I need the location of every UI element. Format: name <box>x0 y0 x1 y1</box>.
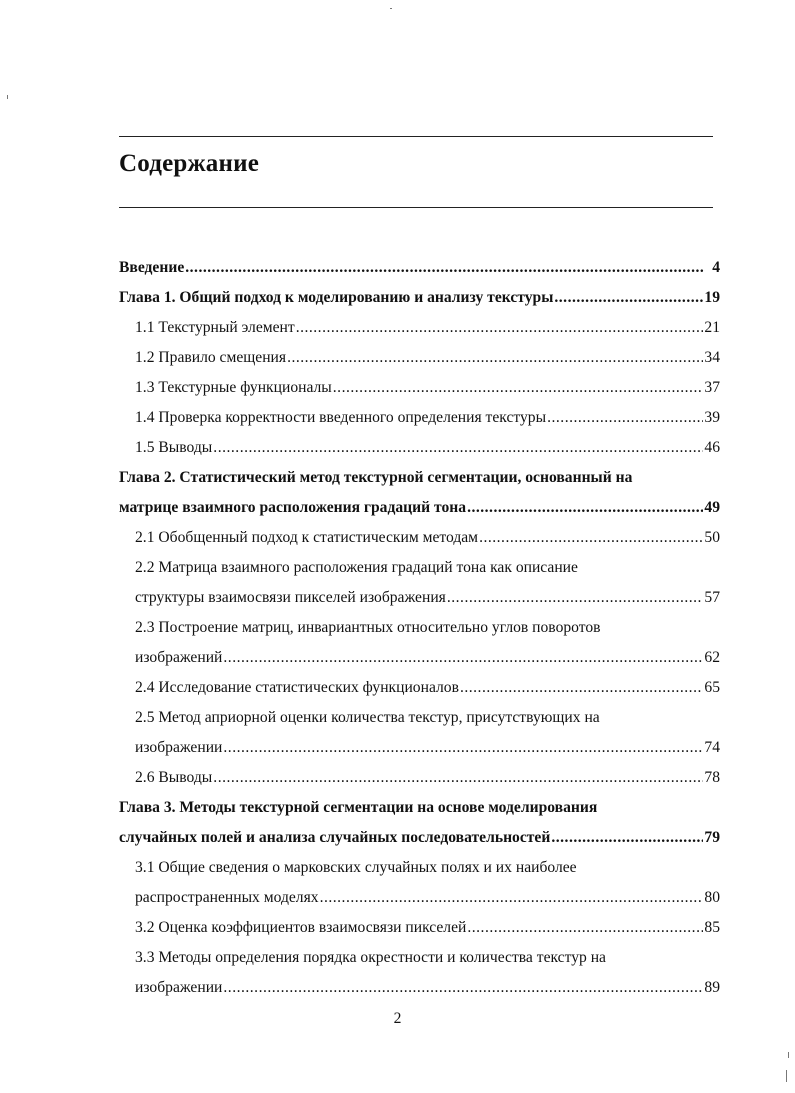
header-bottom-rule <box>119 207 713 208</box>
toc-page-number: 34 <box>704 349 720 366</box>
toc-entry-label: 2.6 Выводы <box>135 769 213 786</box>
toc-entry-label: Глава 2. Статистический метод текстурной сегментации, основанный на <box>119 469 633 486</box>
leader-dots <box>296 313 704 343</box>
toc-entry-3-1[interactable] <box>135 883 720 913</box>
toc-entry-3-1-line1[interactable] <box>135 853 720 883</box>
toc-entry-3-3-line1[interactable] <box>135 943 720 973</box>
leader-dots <box>447 583 704 613</box>
toc-entry-label: изображении <box>135 739 223 756</box>
leader-dots <box>547 403 703 433</box>
toc-entry-chapter-3[interactable] <box>119 823 720 853</box>
toc-page-number: 21 <box>704 319 720 336</box>
scan-speck <box>390 8 392 9</box>
toc-entry-label: изображений <box>135 649 223 666</box>
leader-dots <box>287 343 703 373</box>
toc-entry-label: 2.1 Обобщенный подход к статистическим методам <box>135 529 479 546</box>
toc-entry-1-4[interactable] <box>135 403 720 433</box>
toc-page-number: 65 <box>704 679 720 696</box>
toc-page-number: 80 <box>704 889 720 906</box>
toc-page-number: 4 <box>712 259 720 276</box>
toc-entry-chapter-2-line1[interactable] <box>119 463 720 493</box>
toc-entry-2-5-line1[interactable] <box>135 703 720 733</box>
toc-entry-2-1[interactable] <box>135 523 720 553</box>
toc-entry-1-1[interactable] <box>135 313 720 343</box>
toc-entry-label: 2.4 Исследование статистических функционалов <box>135 679 459 696</box>
toc-entry-1-2[interactable] <box>135 343 720 373</box>
toc-page-number: 89 <box>704 979 720 996</box>
toc-page-number: 37 <box>704 379 720 396</box>
leader-dots <box>223 733 703 763</box>
toc-entry-label: 1.2 Правило смещения <box>135 349 287 366</box>
page-number: 2 <box>393 1010 402 1027</box>
toc-page-number: 57 <box>704 589 720 606</box>
toc-entry-label: 3.3 Методы определения порядка окрестности и количества текстур на <box>135 949 606 966</box>
leader-dots <box>333 373 704 403</box>
toc-entry-label: Глава 1. Общий подход к моделированию и анализу текстуры <box>119 289 554 306</box>
leader-dots <box>554 283 703 313</box>
toc-entry-2-2[interactable] <box>135 583 720 613</box>
toc-page-number: 62 <box>704 649 720 666</box>
toc-page-number: 74 <box>704 739 720 756</box>
toc-page-number: 78 <box>704 769 720 786</box>
toc-entry-2-3[interactable] <box>135 643 720 673</box>
scan-speck <box>786 1070 787 1082</box>
toc-entry-label: 1.4 Проверка корректности введенного определения текстуры <box>135 409 547 426</box>
leader-dots <box>223 643 703 673</box>
leader-dots <box>460 673 703 703</box>
toc-page-number: 50 <box>704 529 720 546</box>
toc-entry-label: 2.5 Метод априорной оценки количества текстур, присутствующих на <box>135 709 600 726</box>
scan-speck <box>788 1052 789 1058</box>
toc-page-number: 39 <box>704 409 720 426</box>
toc-entry-2-5[interactable] <box>135 733 720 763</box>
toc-entry-2-3-line1[interactable] <box>135 613 720 643</box>
toc-entry-label: случайных полей и анализа случайных последовательностей <box>119 829 551 846</box>
toc-entry-3-2[interactable] <box>135 913 720 943</box>
leader-dots <box>467 493 703 523</box>
leader-dots <box>320 883 704 913</box>
toc-entry-2-2-line1[interactable] <box>135 553 720 583</box>
toc-entry-label: матрице взаимного расположения градаций тона <box>119 499 467 516</box>
toc-entry-chapter-2[interactable] <box>119 493 720 523</box>
toc-page-number: 79 <box>704 829 720 846</box>
toc-entry-label: 3.1 Общие сведения о марковских случайных полях и их наиболее <box>135 859 577 876</box>
leader-dots <box>185 253 705 283</box>
leader-dots <box>223 973 703 1003</box>
toc-entry-label: 2.3 Построение матриц, инвариантных относительно углов поворотов <box>135 619 601 636</box>
toc-page-number: 85 <box>704 919 720 936</box>
toc-entry-label: 2.2 Матрица взаимного расположения градаций тона как описание <box>135 559 578 576</box>
toc-page-number: 49 <box>704 499 720 516</box>
toc-entry-label: распространенных моделях <box>135 889 319 906</box>
toc-entry-chapter-3-line1[interactable] <box>119 793 720 823</box>
toc-entry-label: 3.2 Оценка коэффициентов взаимосвязи пикселей <box>135 919 467 936</box>
scan-speck <box>7 95 8 99</box>
toc-entry-chapter-1[interactable] <box>119 283 720 313</box>
page-title: Содержание <box>119 150 260 177</box>
toc-entry-1-3[interactable] <box>135 373 720 403</box>
leader-dots <box>479 523 703 553</box>
toc-entry-label: изображении <box>135 979 223 996</box>
leader-dots <box>213 763 703 793</box>
toc-entry-introduction[interactable] <box>119 253 720 283</box>
leader-dots <box>551 823 703 853</box>
toc-entry-label: 1.5 Выводы <box>135 439 213 456</box>
toc-entry-label: 1.1 Текстурный элемент <box>135 319 295 336</box>
toc-entry-2-4[interactable] <box>135 673 720 703</box>
toc-entry-label: структуры взаимосвязи пикселей изображения <box>135 589 446 606</box>
toc-entry-label: 1.3 Текстурные функционалы <box>135 379 332 396</box>
toc-entry-label: Глава 3. Методы текстурной сегментации на основе моделирования <box>119 799 598 816</box>
toc-page-number: 46 <box>704 439 720 456</box>
leader-dots <box>213 433 703 463</box>
toc-entry-2-6[interactable] <box>135 763 720 793</box>
toc-entry-3-3[interactable] <box>135 973 720 1003</box>
toc-entry-1-5[interactable] <box>135 433 720 463</box>
leader-dots <box>467 913 703 943</box>
toc-entry-label: Введение <box>119 259 185 276</box>
toc-page-number: 19 <box>704 289 720 306</box>
header-top-rule <box>119 136 713 137</box>
